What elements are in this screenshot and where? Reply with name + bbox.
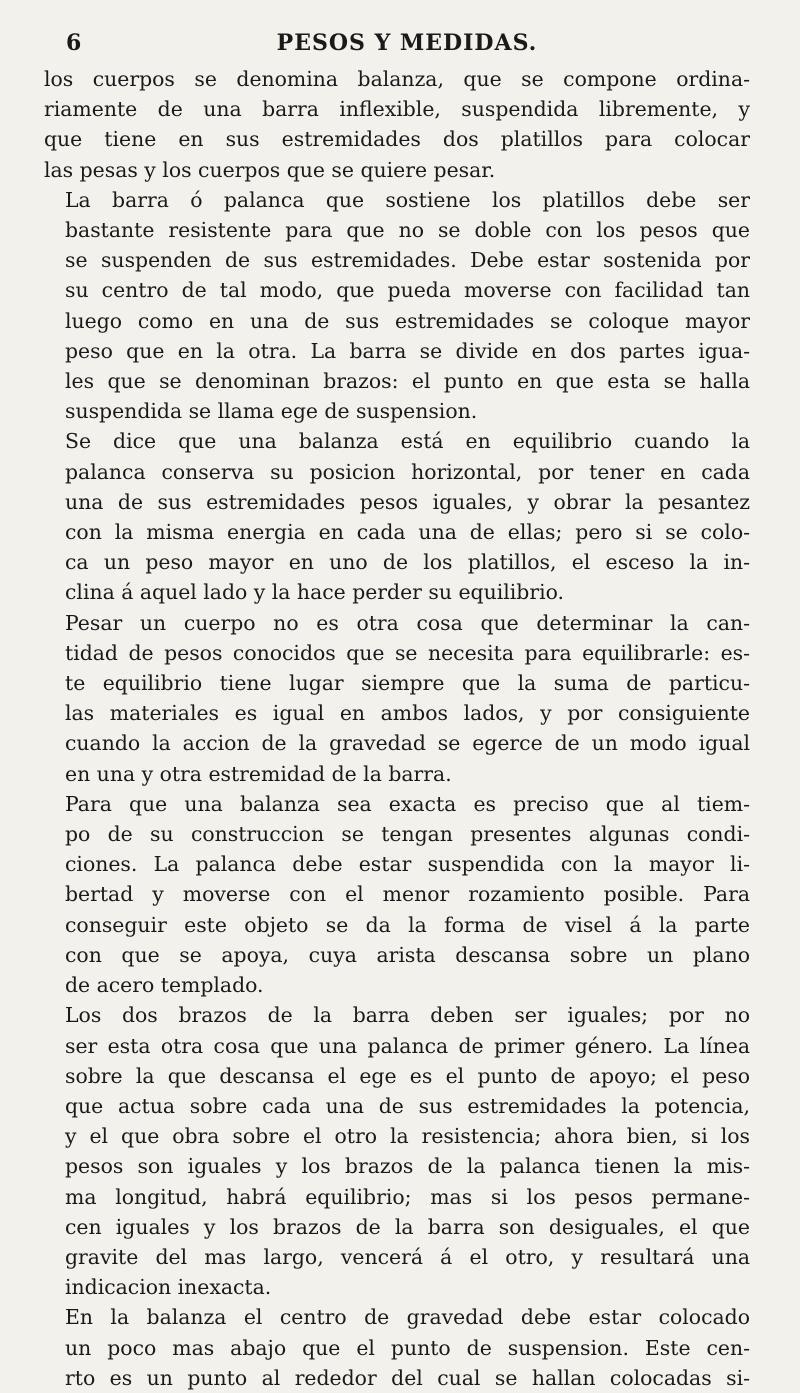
text-line: que actua sobre cada una de sus estremidades la potencia, [65,1093,750,1118]
text-line: y el que obra sobre el otro la resistencia; ahora bien, si los [65,1124,750,1149]
text-line: Los dos brazos de la barra deben ser iguales; por no [65,1003,750,1028]
text-line: rto es un punto al rededor del cual se hallan colocadas si- [65,1365,750,1390]
text-line: que tiene en sus estremidades dos platillos para colocar [44,127,750,152]
paragraph [44,185,750,427]
text-line: gravite del mas largo, vencerá á el otro, y resultará una [65,1244,750,1269]
text-line: palanca conserva su posicion horizontal, por tener en cada [65,459,750,484]
text-line: de acero templado. [65,973,264,998]
text-line: Se dice que una balanza está en equilibrio cuando la [65,429,750,454]
text-line: ser esta otra cosa que una palanca de primer género. La línea [65,1033,750,1058]
text-line: se suspenden de sus estremidades. Debe estar sostenida por [65,248,750,273]
paragraph [44,1302,750,1393]
text-line: los cuerpos se denomina balanza, que se compone ordina- [44,67,750,91]
paragraph [44,64,750,185]
text-line: En la balanza el centro de gravedad debe estar colocado [65,1305,750,1330]
text-line: luego como en una de sus estremidades se coloque mayor [65,308,750,333]
text-line: Pesar un cuerpo no es otra cosa que determinar la can- [65,610,750,635]
text-line: ciones. La palanca debe estar suspendida con la mayor li- [65,852,750,877]
running-title: PESOS Y MEDIDAS. [276,30,538,56]
text-line: riamente de una barra inflexible, suspendida libremente, y [44,97,750,122]
text-line: po de su construccion se tengan presentes algunas condi- [65,822,750,847]
text-line: te equilibrio tiene lugar siempre que la suma de particu- [65,671,750,696]
text-line: les que se denominan brazos: el punto en que esta se halla [65,369,750,394]
text-line: Para que una balanza sea exacta es preciso que al tiem- [65,791,750,816]
running-head [44,30,750,58]
paragraph [44,789,750,1000]
text-line: peso que en la otra. La barra se divide en dos partes igua- [65,338,750,363]
text-line: tidad de pesos conocidos que se necesita para equilibrarle: es- [65,640,750,665]
text-line: indicacion inexacta. [65,1275,272,1300]
text-line: conseguir este objeto se da la forma de visel á la parte [65,912,750,937]
text-line: cuando la accion de la gravedad se egerce de un modo igual [65,731,750,756]
text-line: ca un peso mayor en uno de los platillos, el esceso la in- [65,550,750,575]
text-line: un poco mas abajo que el punto de suspension. Este cen- [65,1335,750,1360]
text-line: suspendida se llama ege de suspension. [65,399,478,424]
text-line: cen iguales y los brazos de la barra son desiguales, el que [65,1214,750,1239]
text-line: sobre la que descansa el ege es el punto de apoyo; el peso [65,1063,750,1088]
text-line: las pesas y los cuerpos que se quiere pesar. [44,157,496,182]
text-line: en una y otra estremidad de la barra. [65,761,452,786]
body-text [44,64,750,1393]
text-line: clina á aquel lado y la hace perder su equilibrio. [65,580,565,605]
text-line: pesos son iguales y los brazos de la palanca tienen la mis- [65,1154,750,1179]
paragraph [44,608,750,789]
text-line: La barra ó palanca que sostiene los platillos debe ser [65,187,750,212]
paragraph [44,1000,750,1302]
paragraph [44,426,750,607]
text-line: su centro de tal modo, que pueda moverse con facilidad tan [65,278,750,303]
page-number: 6 [66,30,83,56]
text-line: con la misma energia en cada una de ellas; pero si se colo- [65,520,750,545]
text-line: bertad y moverse con el menor rozamiento posible. Para [65,882,750,907]
text-line: con que se apoya, cuya arista descansa sobre un plano [65,942,750,967]
text-line: las materiales es igual en ambos lados, y por consiguiente [65,701,750,726]
text-line: una de sus estremidades pesos iguales, y obrar la pesantez [65,489,750,514]
text-line: bastante resistente para que no se doble con los pesos que [65,218,750,243]
text-line: ma longitud, habrá equilibrio; mas si los pesos permane- [65,1184,750,1209]
